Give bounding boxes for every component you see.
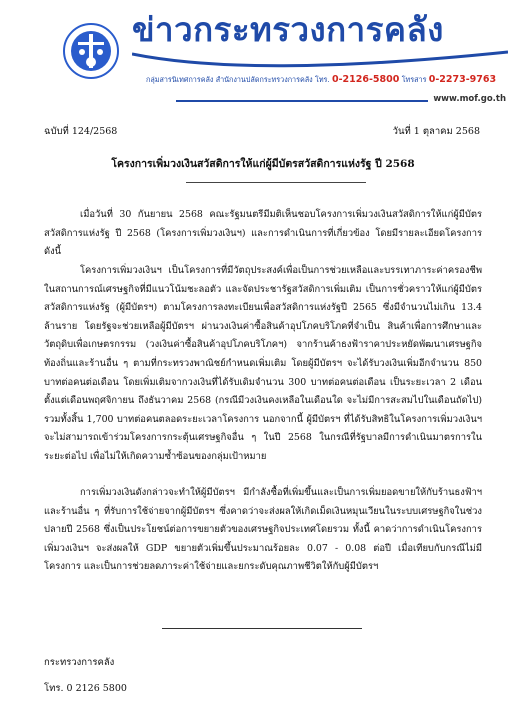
swoosh-icon xyxy=(132,48,508,72)
footer-phone: โทร. 0 2126 5800 xyxy=(44,683,127,694)
paragraph-1-text: เมื่อวันที่ 30 กันยายน 2568 คณะรัฐมนตรีมีมติเห็นชอบโครงการเพิ่มวงเงินสวัสดิการให้แก่ผู้มีบัตรสวัสดิการแห่งรัฐ ปี 2568 (โครงการเพิ่มวงเงินฯ) และการดำเนินการที่เกี่ยวข้อง โดยมีรายละเอียดโครงการ ดังนี้ xyxy=(44,209,482,258)
paragraph-2 xyxy=(44,262,482,467)
ministry-emblem-icon xyxy=(62,22,120,80)
phone-number: 0-2126-5800 xyxy=(332,74,400,85)
issue-date: วันที่ 1 ตุลาคม 2568 xyxy=(392,126,480,137)
fax-number: 0-2273-9763 xyxy=(428,74,497,85)
paragraph-2-text: โครงการเพิ่มวงเงินฯ เป็นโครงการที่มีวัตถุประสงค์เพื่อเป็นการช่วยเหลือและบรรเทาภาระค่าครองชีพในสถานการณ์เศรษฐกิจที่มีแนวโน้มชะลอตัว และจัดประชารัฐสวัสดิการเพิ่มเติม เป็นการชั่วคราวให้แก่ผู้มีบัตรสวัสดิการแห่งรัฐ (ผู้มีบัตรฯ) ตามโครงการลงทะเบียนเพื่อสวัสดิการแห่งรัฐปี 2565 ซึ่งมีจำนวนไม่เกิน 13.4 ล้านราย โดยรัฐจะช่วยเหลือผู้มีบัตรฯ ผ่านวงเงินค่าซื้อสินค้าอุปโภคบริโภคที่จำเป็น สินค้าเพื่อการศึกษาและวัตถุดิบเพื่อเกษตรกรรม (วงเงินค่าซื้อสินค้าอุปโภคบริโภคฯ) จากร้านค้าธงฟ้าราคาประหยัดพัฒนาเศรษฐกิจท้องถิ่นและร้านอื่น ๆ ตามที่กระทรวงพาณิชย์กำหนดเพิ่มเติม โดยผู้มีบัตรฯ จะได้รับวงเงินเพิ่มอีกจำนวน 850 บาทต่อคนต่อเดือน โดยเพิ่มเติมจากวงเงินที่ได้รับเดิมจำนวน 300 บาทต่อคนต่อเดือน เป็นระยะเวลา 2 เดือน ตั้งแต่เดือนพฤศจิกายน ถึงธันวาคม 2568 (กรณีมีวงเงินคงเหลือในเดือนใด จะไม่มีการสะสมไปในเดือนถัดไป) รวมทั้งสิ้น 1,700 บาทต่อคนตลอดระยะเวลาโครงการ นอกจากนี้ ผู้มีบัตรฯ ที่ได้รับสิทธิในโครงการเพิ่มวงเงินฯ จะไม่สามารถเข้าร่วมโครงการกระตุ้นเศรษฐกิจอื่น ๆ ในปี 2568 ในกรณีที่รัฐบาลมีการดำเนินมาตรการในระยะต่อไป เพื่อไม่ให้เกิดความซ้ำซ้อนของกลุ่มเป้าหมาย xyxy=(44,265,482,462)
dept-text: กลุ่มสารนิเทศการคลัง สำนักงานปลัดกระทรวงการคลัง โทร. xyxy=(146,75,330,84)
issue-number: ฉบับที่ 124/2568 xyxy=(44,126,118,137)
headline-divider xyxy=(186,182,366,183)
fax-label: โทรสาร xyxy=(401,75,427,84)
paragraph-3-text: การเพิ่มวงเงินดังกล่าวจะทำให้ผู้มีบัตรฯ มีกำลังซื้อที่เพิ่มขึ้นและเป็นการเพิ่มยอดขายให้กับร้านธงฟ้าฯ และร้านอื่น ๆ ที่รับการใช้จ่ายจากผู้มีบัตรฯ ซึ่งคาดว่าจะส่งผลให้เกิดเม็ดเงินหมุนเวียนในระบบเศรษฐกิจในช่วงปลายปี 2568 ซึ่งเป็นประโยชน์ต่อการขยายตัวของเศรษฐกิจประเทศโดยรวม ทั้งนี้ คาดว่าการดำเนินโครงการเพิ่มวงเงินฯ จะส่งผลให้ GDP ขยายตัวเพิ่มขึ้นประมาณร้อยละ 0.07 - 0.08 ต่อปี เมื่อเทียบกับกรณีไม่มีโครงการ และเป็นการช่วยลดภาระค่าใช้จ่ายและยกระดับคุณภาพชีวิตให้กับผู้มีบัตรฯ xyxy=(44,487,482,573)
masthead-contact xyxy=(146,74,496,86)
website-url: www.mof.go.th xyxy=(433,94,506,104)
paragraph-3 xyxy=(44,484,482,577)
footer-org: กระทรวงการคลัง xyxy=(44,657,115,668)
masthead-title: ข่าวกระทรวงการคลัง xyxy=(132,10,444,49)
masthead xyxy=(132,8,508,108)
headline: โครงการเพิ่มวงเงินสวัสดิการให้แก่ผู้มีบัตรสวัสดิการแห่งรัฐ ปี 2568 xyxy=(111,158,415,170)
website-row xyxy=(176,96,506,106)
closing-divider xyxy=(162,628,362,629)
website-divider xyxy=(176,100,428,102)
paragraph-1 xyxy=(44,206,482,262)
